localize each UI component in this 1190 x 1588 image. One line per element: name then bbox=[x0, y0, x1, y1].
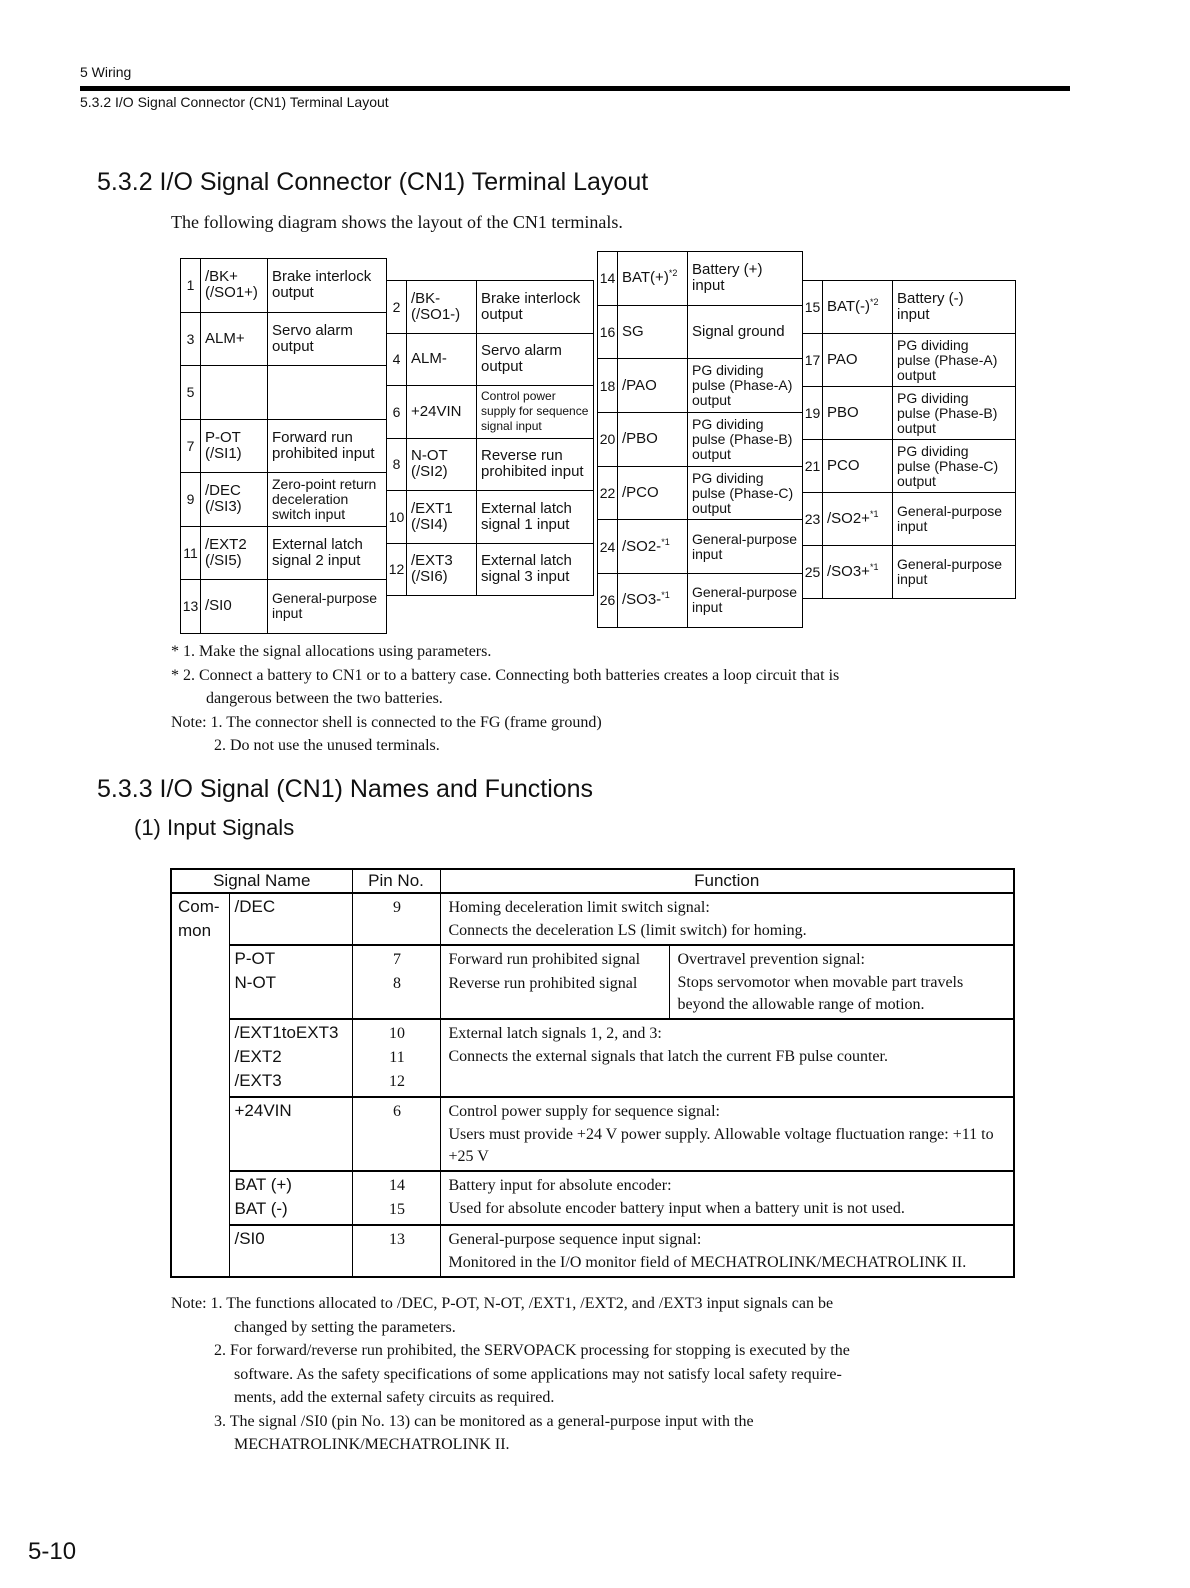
table-header-row bbox=[171, 869, 1014, 893]
function-left-cell: Forward run prohibited signal Reverse run prohibited signal bbox=[441, 946, 670, 1018]
terminal-row bbox=[598, 305, 803, 359]
signal-name-cell: /DEC bbox=[229, 893, 352, 945]
terminal-signal-name-text: PAO bbox=[827, 351, 858, 368]
function-cell bbox=[440, 1171, 1014, 1225]
terminal-pin-number: 17 bbox=[803, 334, 823, 387]
terminal-signal-name-text: /BK+ (/SO1+) bbox=[205, 268, 258, 302]
section-heading-533: 5.3.3 I/O Signal (CN1) Names and Functions bbox=[97, 775, 594, 803]
terminal-signal-name-text: +24VIN bbox=[411, 402, 462, 420]
table-row bbox=[171, 1097, 1014, 1171]
header-function: Function bbox=[440, 869, 1014, 893]
terminal-function: Forward run prohibited input bbox=[268, 419, 387, 473]
signal-name-cell: P-OT N-OT bbox=[229, 945, 352, 1019]
terminal-footnote-mark: *1 bbox=[661, 536, 670, 547]
terminal-function: Servo alarm output bbox=[268, 312, 387, 366]
terminal-row bbox=[387, 333, 594, 386]
function-title: Overtravel prevention signal: bbox=[677, 951, 865, 968]
terminal-row bbox=[387, 386, 594, 439]
intro-text: The following diagram shows the layout of the CN1 terminals. bbox=[171, 212, 623, 232]
terminal-signal-name bbox=[201, 366, 268, 420]
terminal-function: Battery (-) input bbox=[893, 281, 1016, 334]
terminal-row bbox=[803, 387, 1016, 440]
terminal-pin-number: 23 bbox=[803, 493, 823, 546]
terminal-row bbox=[387, 438, 594, 491]
function-cell bbox=[440, 1225, 1014, 1277]
terminal-function: Servo alarm output bbox=[477, 333, 594, 386]
table-row bbox=[171, 945, 1014, 1019]
footnote-2: * 2. Connect a battery to CN1 or to a battery case. Connecting both batteries creates a loop circuit that is bbox=[171, 666, 840, 684]
terminal-signal-name bbox=[618, 466, 688, 520]
table-row bbox=[171, 1225, 1014, 1277]
terminal-signal-name-text: /SO2- bbox=[622, 537, 662, 555]
terminal-pin-number: 24 bbox=[598, 520, 618, 574]
page-number: 5-10 bbox=[28, 1538, 77, 1565]
table-note-3: 3. The signal /SI0 (pin No. 13) can be monitored as a general-purpose input with the bbox=[214, 1412, 754, 1430]
terminal-column-3 bbox=[597, 251, 803, 628]
terminal-function: External latch signal 2 input bbox=[268, 526, 387, 580]
terminal-signal-name bbox=[823, 440, 893, 493]
terminal-function: External latch signal 3 input bbox=[477, 543, 594, 596]
terminal-function: PG dividing pulse (Phase-C) output bbox=[893, 440, 1016, 493]
note-2: 2. Do not use the unused terminals. bbox=[214, 737, 440, 754]
signal-name-cell: +24VIN bbox=[229, 1097, 352, 1171]
terminal-row bbox=[803, 440, 1016, 493]
terminal-signal-name bbox=[407, 438, 477, 491]
terminal-pin-number: 7 bbox=[181, 419, 201, 473]
function-body: Connects the deceleration LS (limit switch) for homing. bbox=[448, 922, 807, 939]
terminal-signal-name bbox=[618, 520, 688, 574]
pin-number-cell: 13 bbox=[352, 1225, 440, 1277]
terminal-column-2 bbox=[386, 280, 594, 596]
terminal-column-4 bbox=[802, 280, 1016, 599]
terminal-function: Zero-point return deceleration switch input bbox=[268, 473, 387, 527]
function-body: Monitored in the I/O monitor field of MECHATROLINK/MECHATROLINK II. bbox=[448, 1254, 967, 1271]
footnote-2-cont: dangerous between the two batteries. bbox=[206, 690, 443, 707]
terminal-pin-number: 19 bbox=[803, 387, 823, 440]
terminal-function bbox=[268, 366, 387, 420]
signal-name-cell: /EXT1toEXT3 /EXT2 /EXT3 bbox=[229, 1019, 352, 1097]
terminal-signal-name-text: BAT(-) bbox=[827, 298, 871, 315]
input-signals-table bbox=[170, 868, 1015, 1278]
signal-name-cell: BAT (+) BAT (-) bbox=[229, 1171, 352, 1225]
terminal-function: PG dividing pulse (Phase-B) output bbox=[893, 387, 1016, 440]
terminal-footnote-mark: *2 bbox=[870, 297, 879, 307]
header-pin-no: Pin No. bbox=[352, 869, 440, 893]
terminal-signal-name-text: /SO3- bbox=[622, 591, 662, 609]
terminal-function: External latch signal 1 input bbox=[477, 491, 594, 544]
terminal-function: Signal ground bbox=[688, 305, 803, 359]
terminal-function: General-purpose input bbox=[268, 580, 387, 634]
terminal-row bbox=[598, 359, 803, 413]
terminal-pin-number: 4 bbox=[387, 333, 407, 386]
function-subtable bbox=[441, 946, 1014, 1018]
terminal-signal-name bbox=[823, 493, 893, 546]
terminal-signal-name bbox=[201, 419, 268, 473]
function-title: External latch signals 1, 2, and 3: bbox=[448, 1025, 662, 1042]
terminal-signal-name bbox=[823, 334, 893, 387]
terminal-signal-name bbox=[823, 546, 893, 599]
terminal-pin-number: 20 bbox=[598, 413, 618, 467]
terminal-signal-name bbox=[407, 386, 477, 439]
terminal-signal-name-text: N-OT (/SI2) bbox=[411, 447, 448, 481]
terminal-footnote-mark: *2 bbox=[668, 268, 678, 279]
terminal-function: General-purpose input bbox=[688, 520, 803, 574]
terminal-footnote-mark: *1 bbox=[869, 562, 879, 572]
terminal-pin-number: 13 bbox=[181, 580, 201, 634]
terminal-signal-name bbox=[201, 580, 268, 634]
table-note-2: 2. For forward/reverse run prohibited, the SERVOPACK processing for stopping is executed by the bbox=[214, 1342, 850, 1359]
terminal-pin-number: 10 bbox=[387, 491, 407, 544]
terminal-pin-number: 6 bbox=[387, 386, 407, 439]
terminal-row bbox=[181, 259, 387, 313]
terminal-pin-number: 11 bbox=[181, 526, 201, 580]
terminal-row bbox=[181, 526, 387, 580]
terminal-footnote-mark: *1 bbox=[661, 590, 670, 601]
terminal-function: Control power supply for sequence signal input bbox=[477, 386, 594, 439]
terminal-signal-name bbox=[618, 359, 688, 413]
terminal-signal-name-text: /PCO bbox=[622, 484, 659, 502]
terminal-pin-number: 18 bbox=[598, 359, 618, 413]
footnotes bbox=[171, 640, 1071, 758]
terminal-signal-name bbox=[823, 281, 893, 334]
terminal-row bbox=[598, 252, 803, 306]
terminal-pin-number: 21 bbox=[803, 440, 823, 493]
terminal-signal-name bbox=[407, 333, 477, 386]
terminal-pin-number: 22 bbox=[598, 466, 618, 520]
terminal-signal-name bbox=[407, 491, 477, 544]
pin-number-cell: 14 15 bbox=[352, 1171, 440, 1225]
terminal-function: PG dividing pulse (Phase-B) output bbox=[688, 413, 803, 467]
terminal-row bbox=[803, 493, 1016, 546]
function-cell bbox=[440, 1019, 1014, 1097]
function-cell bbox=[440, 1097, 1014, 1171]
terminal-function: General-purpose input bbox=[893, 546, 1016, 599]
common-group-label: Com- mon bbox=[171, 893, 229, 1277]
terminal-function: General-purpose input bbox=[688, 574, 803, 628]
terminal-function: General-purpose input bbox=[893, 493, 1016, 546]
terminal-signal-name-text: /DEC (/SI3) bbox=[205, 482, 242, 516]
terminal-pin-number: 3 bbox=[181, 312, 201, 366]
terminal-signal-name-text: ALM+ bbox=[205, 329, 245, 347]
function-body: Stops servomotor when movable part travels beyond the allowable range of motion. bbox=[677, 974, 964, 1013]
terminal-signal-name bbox=[407, 281, 477, 334]
terminal-row bbox=[598, 574, 803, 628]
terminal-row bbox=[181, 366, 387, 420]
terminal-signal-name-text: /EXT1 (/SI4) bbox=[411, 499, 453, 533]
terminal-signal-name-text: P-OT (/SI1) bbox=[205, 428, 242, 462]
function-title: Battery input for absolute encoder: bbox=[448, 1177, 672, 1194]
terminal-function: Brake interlock output bbox=[268, 259, 387, 313]
terminal-pin-number: 2 bbox=[387, 281, 407, 334]
terminal-row bbox=[598, 466, 803, 520]
note-1: Note: 1. The connector shell is connected to the FG (frame ground) bbox=[171, 713, 602, 731]
terminal-pin-number: 12 bbox=[387, 543, 407, 596]
running-header-section: 5.3.2 I/O Signal Connector (CN1) Terminal Layout bbox=[80, 94, 389, 110]
running-header-chapter: 5 Wiring bbox=[80, 64, 132, 80]
terminal-signal-name bbox=[201, 259, 268, 313]
subsection-heading-input-signals: (1) Input Signals bbox=[134, 815, 295, 840]
terminal-signal-name-text: ALM- bbox=[411, 350, 447, 368]
terminal-function: PG dividing pulse (Phase-A) output bbox=[893, 334, 1016, 387]
terminal-signal-name bbox=[201, 473, 268, 527]
terminal-footnote-mark: *1 bbox=[869, 509, 879, 519]
terminal-function: Battery (+) input bbox=[688, 252, 803, 306]
terminal-signal-name-text: BAT(+) bbox=[622, 269, 669, 287]
terminal-signal-name bbox=[618, 413, 688, 467]
pin-number-cell: 9 bbox=[352, 893, 440, 945]
footnote-1: * 1. Make the signal allocations using parameters. bbox=[171, 643, 492, 660]
function-right-cell bbox=[669, 946, 1013, 1018]
pin-number-cell: 10 11 12 bbox=[352, 1019, 440, 1097]
terminal-row bbox=[598, 413, 803, 467]
table-note-1-cont: changed by setting the parameters. bbox=[234, 1318, 456, 1336]
terminal-signal-name-text: /EXT2 (/SI5) bbox=[205, 535, 247, 569]
terminal-signal-name-text: /SO3+ bbox=[827, 563, 870, 580]
table-note-1: Note: 1. The functions allocated to /DEC, P-OT, N-OT, /EXT1, /EXT2, and /EXT3 input signals can be bbox=[171, 1295, 834, 1312]
pin-number-cell: 7 8 bbox=[352, 945, 440, 1019]
terminal-function: PG dividing pulse (Phase-A) output bbox=[688, 359, 803, 413]
terminal-signal-name bbox=[201, 312, 268, 366]
terminal-row bbox=[181, 473, 387, 527]
table-note-2-cont1: software. As the safety specifications of some applications may not satisfy local safety require- bbox=[234, 1365, 842, 1383]
terminal-row bbox=[803, 546, 1016, 599]
terminal-signal-name bbox=[407, 543, 477, 596]
terminal-signal-name-text: /SI0 bbox=[205, 597, 232, 615]
function-body: Connects the external signals that latch the current FB pulse counter. bbox=[448, 1048, 888, 1065]
terminal-signal-name bbox=[618, 574, 688, 628]
terminal-row bbox=[803, 281, 1016, 334]
terminal-pin-number: 8 bbox=[387, 438, 407, 491]
table-note-2-cont2: ments, add the external safety circuits as required. bbox=[234, 1389, 555, 1406]
function-cell bbox=[440, 893, 1014, 945]
table-row bbox=[171, 1019, 1014, 1097]
terminal-row bbox=[387, 491, 594, 544]
terminal-signal-name-text: /PAO bbox=[622, 376, 657, 394]
terminal-signal-name-text: /BK- (/SO1-) bbox=[411, 289, 461, 323]
terminal-row bbox=[387, 543, 594, 596]
terminal-pin-number: 25 bbox=[803, 546, 823, 599]
function-subrow bbox=[441, 946, 1014, 1018]
terminal-signal-name bbox=[618, 252, 688, 306]
table-row bbox=[171, 893, 1014, 945]
function-title: Control power supply for sequence signal: bbox=[448, 1103, 720, 1120]
function-body: Users must provide +24 V power supply. Allowable voltage fluctuation range: +11 to +25 V bbox=[448, 1126, 994, 1165]
function-title: Homing deceleration limit switch signal: bbox=[448, 899, 710, 916]
pin-number-cell: 6 bbox=[352, 1097, 440, 1171]
header-signal-name: Signal Name bbox=[171, 869, 352, 893]
table-notes bbox=[171, 1292, 1071, 1457]
terminal-function: PG dividing pulse (Phase-C) output bbox=[688, 466, 803, 520]
terminal-pin-number: 14 bbox=[598, 252, 618, 306]
table-row bbox=[171, 1171, 1014, 1225]
terminal-function: Brake interlock output bbox=[477, 281, 594, 334]
terminal-function: Reverse run prohibited input bbox=[477, 438, 594, 491]
terminal-row bbox=[181, 419, 387, 473]
terminal-row bbox=[181, 580, 387, 634]
terminal-pin-number: 9 bbox=[181, 473, 201, 527]
signal-name-cell: /SI0 bbox=[229, 1225, 352, 1277]
terminal-pin-number: 5 bbox=[181, 366, 201, 420]
terminal-column-1 bbox=[180, 258, 387, 634]
terminal-signal-name-text: /EXT3 (/SI6) bbox=[411, 552, 453, 586]
terminal-row bbox=[598, 520, 803, 574]
terminal-signal-name-text: /SO2+ bbox=[827, 510, 870, 527]
function-cell bbox=[440, 945, 1014, 1019]
function-title: General-purpose sequence input signal: bbox=[448, 1231, 702, 1248]
terminal-pin-number: 16 bbox=[598, 305, 618, 359]
terminal-row bbox=[803, 334, 1016, 387]
terminal-row bbox=[387, 281, 594, 334]
terminal-pin-number: 26 bbox=[598, 574, 618, 628]
terminal-pin-number: 1 bbox=[181, 259, 201, 313]
terminal-signal-name-text: /PBO bbox=[622, 430, 658, 448]
function-body: Used for absolute encoder battery input when a battery unit is not used. bbox=[448, 1200, 905, 1217]
table-note-3-cont: MECHATROLINK/MECHATROLINK II. bbox=[234, 1436, 510, 1453]
header-rule bbox=[80, 86, 1070, 91]
terminal-signal-name bbox=[201, 526, 268, 580]
terminal-signal-name bbox=[823, 387, 893, 440]
terminal-signal-name bbox=[618, 305, 688, 359]
section-heading-532: 5.3.2 I/O Signal Connector (CN1) Terminal Layout bbox=[97, 168, 649, 196]
terminal-signal-name-text: SG bbox=[622, 323, 644, 341]
terminal-row bbox=[181, 312, 387, 366]
terminal-signal-name-text: PBO bbox=[827, 404, 859, 421]
terminal-pin-number: 15 bbox=[803, 281, 823, 334]
terminal-signal-name-text: PCO bbox=[827, 457, 860, 474]
